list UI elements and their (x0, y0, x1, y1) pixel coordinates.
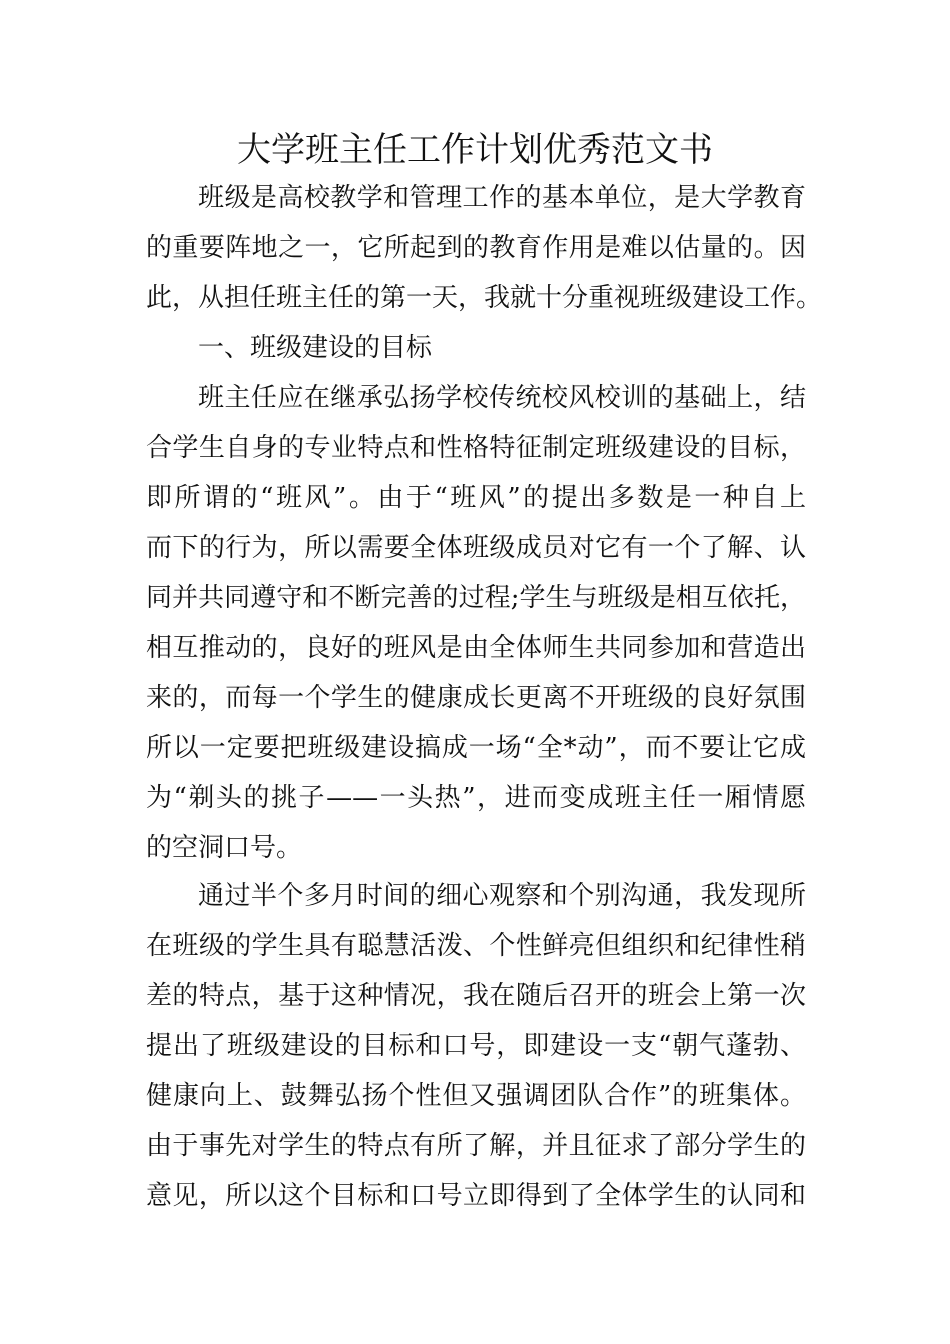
section-heading: 一、班级建设的目标 (198, 333, 433, 363)
text-line: 班主任应在继承弘扬学校传统校风校训的基础上，结 (198, 383, 806, 413)
text-line: 同并共同遵守和不断完善的过程;学生与班级是相互依托， (146, 583, 806, 613)
text-line: 健康向上、鼓舞弘扬个性但又强调团队合作”的班集体。 (146, 1081, 806, 1111)
text-line: 班级是高校教学和管理工作的基本单位，是大学教育 (198, 183, 806, 213)
text-line: 来的，而每一个学生的健康成长更离不开班级的良好氛围 (146, 683, 806, 713)
text-line: 差的特点，基于这种情况，我在随后召开的班会上第一次 (146, 981, 806, 1011)
text-line: 在班级的学生具有聪慧活泼、个性鲜亮但组织和纪律性稍 (146, 931, 806, 961)
text-line: 通过半个多月时间的细心观察和个别沟通，我发现所 (198, 881, 806, 911)
text-line: 由于事先对学生的特点有所了解，并且征求了部分学生的 (146, 1131, 806, 1161)
text-line: 而下的行为，所以需要全体班级成员对它有一个了解、认 (146, 533, 806, 563)
text-line: 此，从担任班主任的第一天，我就十分重视班级建设工作。 (146, 283, 823, 313)
document-title: 大学班主任工作计划优秀范文书 (237, 130, 713, 170)
text-line: 提出了班级建设的目标和口号，即建设一支“朝气蓬勃、 (146, 1031, 806, 1061)
text-line: 意见，所以这个目标和口号立即得到了全体学生的认同和 (146, 1181, 806, 1211)
text-line: 所以一定要把班级建设搞成一场“全*动”，而不要让它成 (146, 733, 806, 763)
text-line: 为“剃头的挑子——一头热”，进而变成班主任一厢情愿 (146, 783, 806, 813)
text-line: 相互推动的，良好的班风是由全体师生共同参加和营造出 (146, 633, 806, 663)
text-line: 合学生自身的专业特点和性格特征制定班级建设的目标， (146, 433, 806, 463)
text-line: 的空洞口号。 (146, 833, 303, 863)
text-line: 即所谓的“班风”。由于“班风”的提出多数是一种自上 (146, 483, 806, 513)
text-line: 的重要阵地之一，它所起到的教育作用是难以估量的。因 (146, 233, 806, 263)
